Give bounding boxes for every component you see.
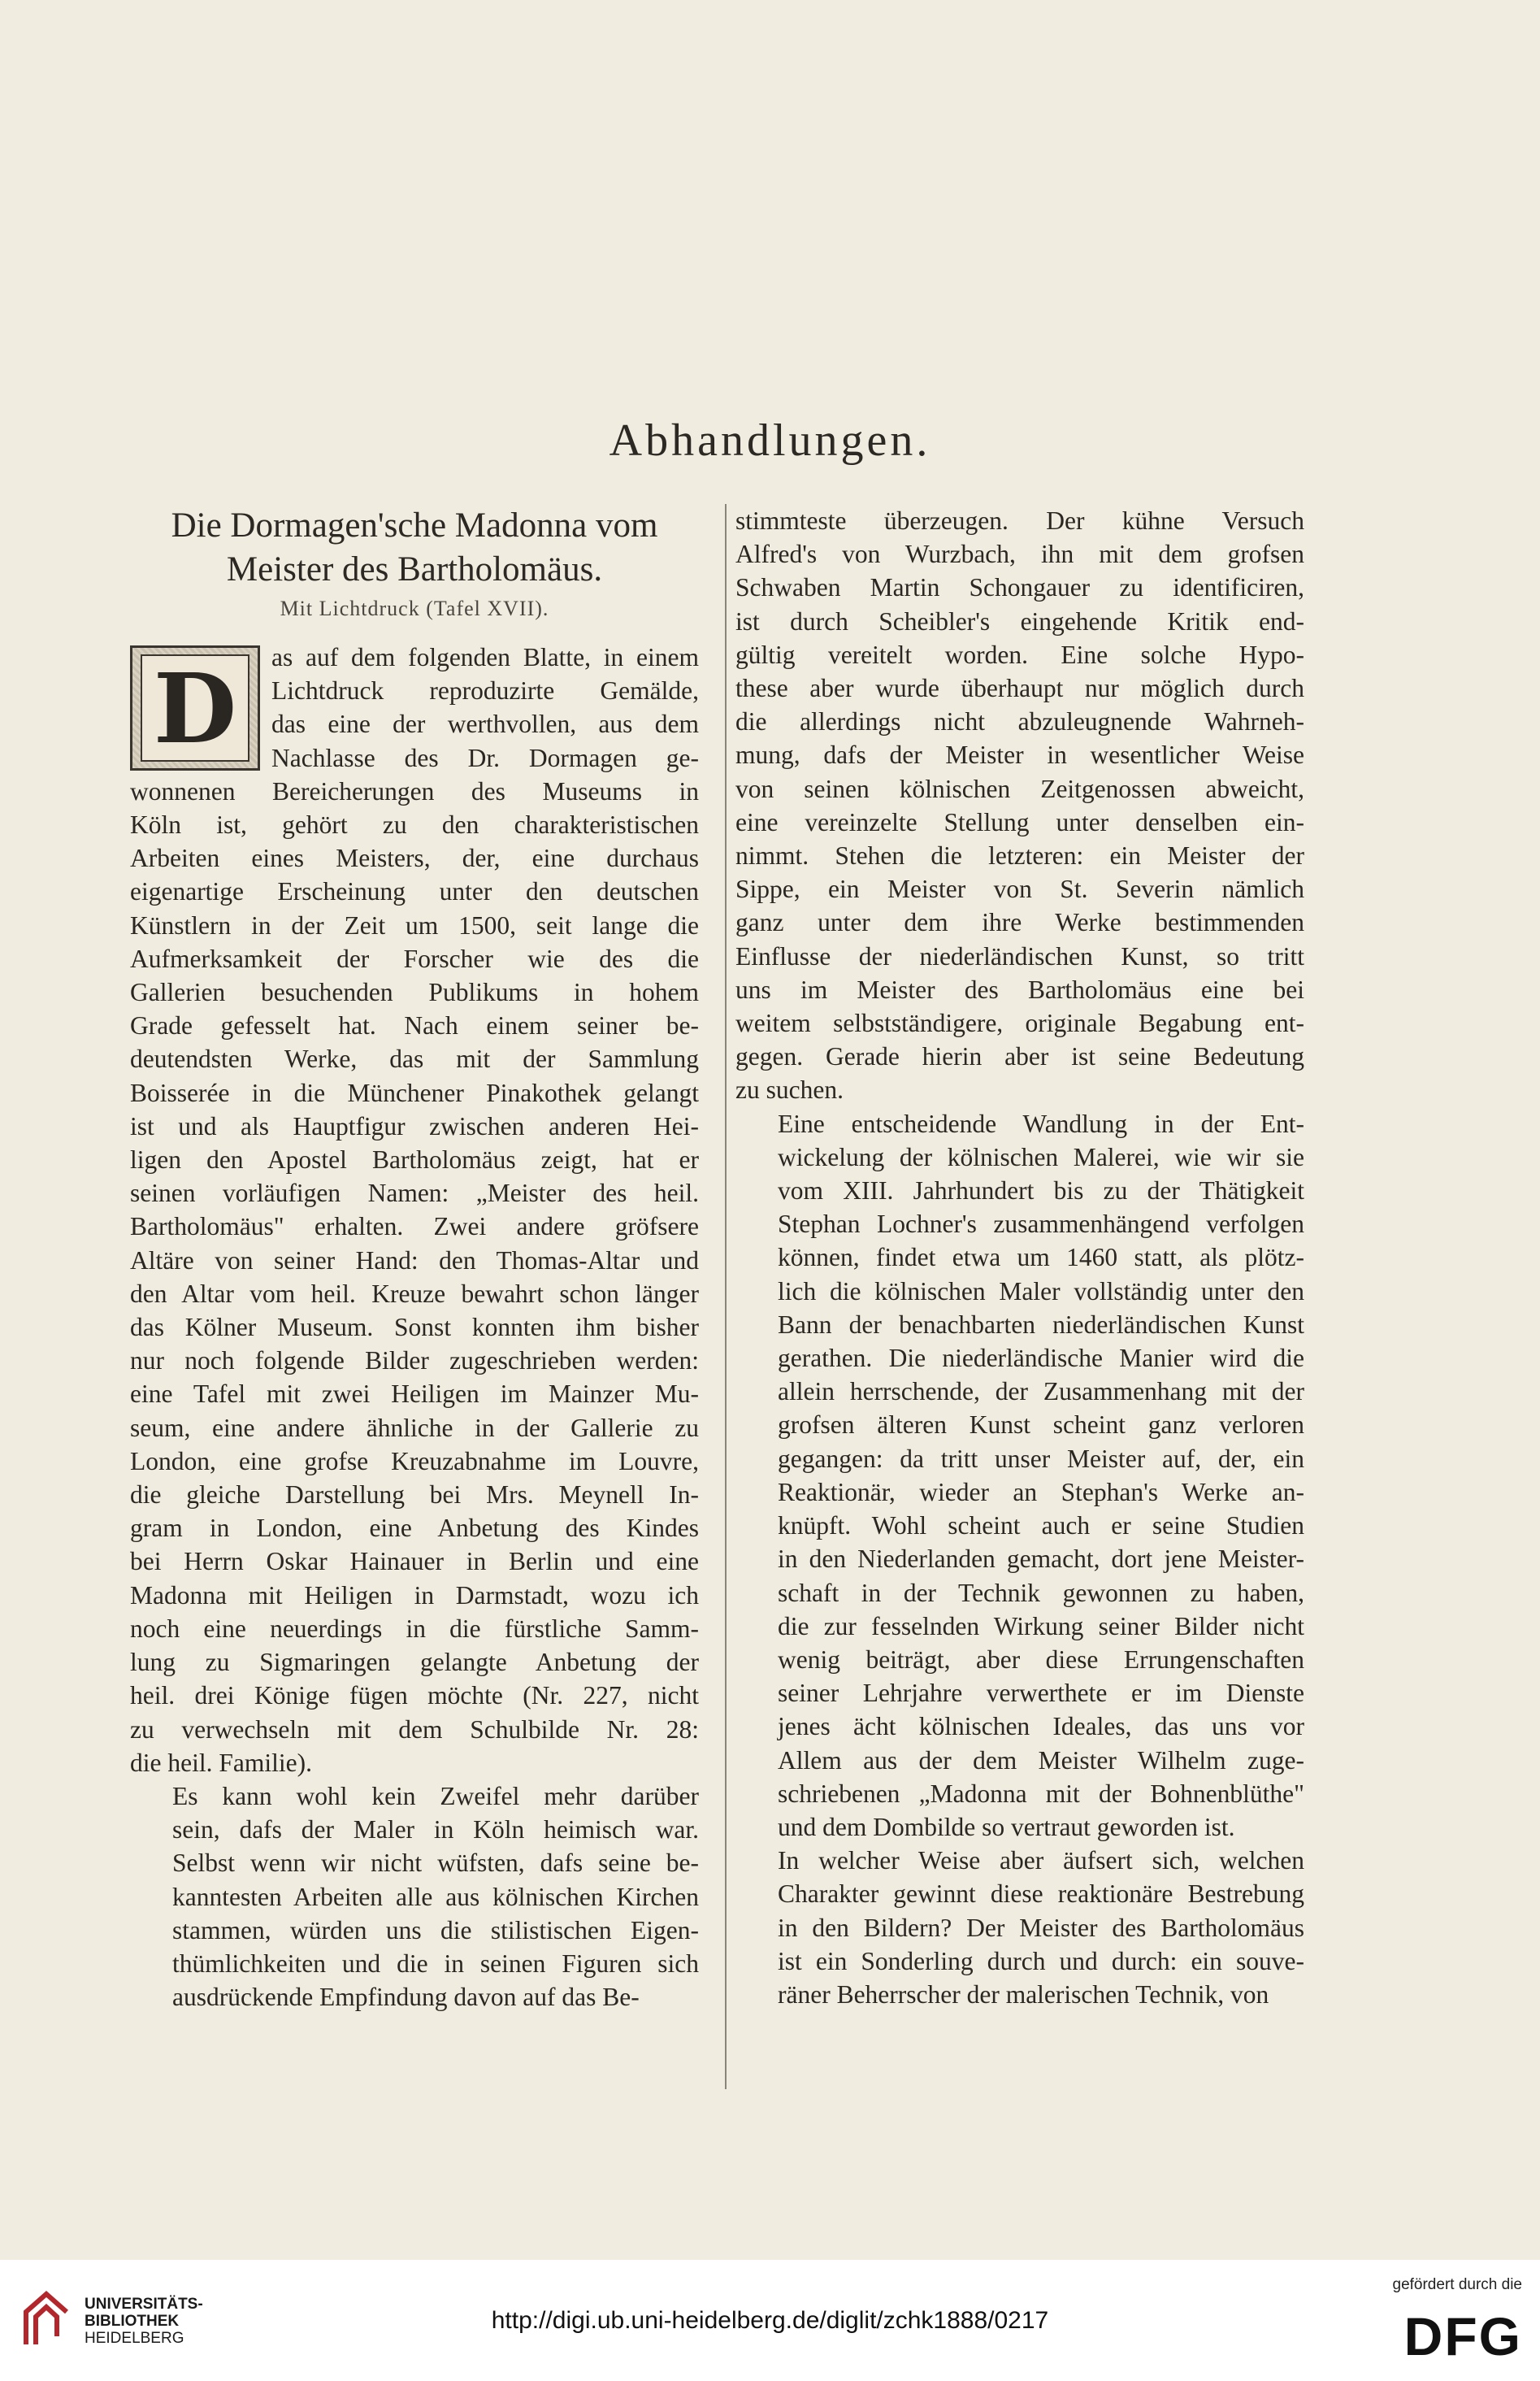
library-name-line-1: UNIVERSITÄTS- — [85, 2296, 203, 2313]
text-line: gegen. Gerade hierin aber ist seine Bedeutung — [735, 1042, 1304, 1071]
text-line: gültig vereitelt worden. Eine solche Hypo- — [735, 640, 1304, 669]
opening-paragraph — [130, 641, 699, 1779]
right-para-1 — [735, 504, 1304, 1107]
text-line: von seinen kölnischen Zeitgenossen abweicht, — [735, 774, 1304, 803]
text-line: allein herrschende, der Zusammenhang mit der — [778, 1377, 1304, 1406]
text-line: ganz unter dem ihre Werke bestimmenden — [735, 908, 1304, 937]
text-line: jenes ächt kölnischen Ideales, das uns vor — [778, 1712, 1304, 1741]
library-name-line-3: HEIDELBERG — [85, 2330, 184, 2347]
left-para-1 — [130, 641, 699, 1779]
text-line: vom XIII. Jahrhundert bis zu der Thätigkeit — [778, 1176, 1304, 1206]
text-line: stimmteste überzeugen. Der kühne Versuch — [735, 506, 1304, 535]
text-line: nur noch folgende Bilder zugeschrieben werden: — [130, 1346, 699, 1375]
text-line: eine vereinzelte Stellung unter denselben ein- — [735, 807, 1304, 836]
dfg-logo: DFG — [1403, 2306, 1522, 2366]
text-line: In welcher Weise aber äufsert sich, welchen — [778, 1846, 1304, 1875]
section-title: Abhandlungen. — [609, 415, 931, 466]
text-line: Stephan Lochner's zusammenhängend verfolgen — [778, 1210, 1304, 1239]
text-line: kanntesten Arbeiten alle aus kölnischen Kirchen — [172, 1882, 699, 1911]
text-line: Nachlasse des Dr. Dormagen ge- — [271, 743, 699, 772]
text-line: Bartholomäus" erhalten. Zwei andere gröfsere — [130, 1212, 699, 1241]
text-line: Einflusse der niederländischen Kunst, so tritt — [735, 941, 1304, 971]
drop-cap-initial — [130, 645, 260, 771]
text-line: Sippe, ein Meister von St. Severin nämlich — [735, 875, 1304, 904]
text-line: Gallerien besuchenden Publikums in hohem — [130, 978, 699, 1007]
text-line: Künstlern in der Zeit um 1500, seit lange die — [130, 910, 699, 940]
right-para-3 — [735, 1844, 1304, 2011]
text-line: ist ein Sonderling durch und durch: ein souve- — [778, 1946, 1304, 1975]
text-line: Altäre von seiner Hand: den Thomas-Altar und — [130, 1245, 699, 1275]
text-line: die gleiche Darstellung bei Mrs. Meynell In- — [130, 1480, 699, 1510]
text-line: weitem selbstständigere, originale Begabung ent- — [735, 1009, 1304, 1038]
text-line: Selbst wenn wir nicht wüfsten, dafs seine be- — [172, 1849, 699, 1878]
right-column — [735, 504, 1304, 2011]
text-line: Es kann wohl kein Zweifel mehr darüber — [172, 1781, 699, 1810]
text-line: Lichtdruck reproduzirte Gemälde, — [271, 676, 699, 706]
column-divider — [725, 504, 727, 2089]
text-line: wickelung der kölnischen Malerei, wie wir sie — [778, 1142, 1304, 1171]
right-para-2 — [735, 1107, 1304, 1844]
text-line: thümlichkeiten und die in seinen Figuren sich — [172, 1949, 699, 1978]
article-title-line-1: Die Dormagen'sche Madonna vom — [171, 506, 658, 545]
text-line: zu verwechseln mit dem Schulbilde Nr. 28: — [130, 1714, 699, 1744]
text-line: deutendsten Werke, das mit der Sammlung — [130, 1045, 699, 1074]
text-line: zu suchen. — [735, 1075, 844, 1105]
text-line: Schwaben Martin Schongauer zu identificiren, — [735, 573, 1304, 602]
text-line: den Altar vom heil. Kreuze bewahrt schon länger — [130, 1279, 699, 1308]
article-title — [130, 504, 699, 592]
text-line: stammen, würden uns die stilistischen Eigen- — [172, 1915, 699, 1944]
footer-bar — [0, 2260, 1540, 2381]
article-title-line-2: Meister des Bartholomäus. — [226, 550, 603, 589]
text-line: seum, eine andere ähnliche in der Gallerie zu — [130, 1413, 699, 1442]
text-line: Grade gefesselt hat. Nach einem seiner be- — [130, 1011, 699, 1041]
text-line: Bann der benachbarten niederländischen Kunst — [778, 1310, 1304, 1339]
text-line: Alfred's von Wurzbach, ihn mit dem grofsen — [735, 540, 1304, 569]
text-line: ligen den Apostel Bartholomäus zeigt, hat er — [130, 1145, 699, 1175]
text-line: Aufmerksamkeit der Forscher wie des die — [130, 944, 699, 973]
text-line: in den Bildern? Der Meister des Bartholomäus — [778, 1913, 1304, 1942]
text-line: Madonna mit Heiligen in Darmstadt, wozu ich — [130, 1580, 699, 1610]
text-line: nimmt. Stehen die letzteren: ein Meister der — [735, 841, 1304, 871]
article-subtitle: Mit Lichtdruck (Tafel XVII). — [280, 597, 549, 620]
text-line: as auf dem folgenden Blatte, in einem — [271, 643, 699, 671]
text-line: Eine entscheidende Wandlung in der Ent- — [778, 1109, 1304, 1138]
text-line: das Kölner Museum. Sonst konnten ihm bisher — [130, 1313, 699, 1342]
text-line: und dem Dombilde so vertraut geworden ist. — [778, 1812, 1235, 1841]
text-line: ist und als Hauptfigur zwischen anderen Hei- — [130, 1111, 699, 1141]
text-line: lich die kölnischen Maler vollständig unter den — [778, 1276, 1304, 1306]
text-line: die allerdings nicht abzuleugnende Wahrneh- — [735, 707, 1304, 736]
permalink-url[interactable]: http://digi.ub.uni-heidelberg.de/diglit/zchk1888/0217 — [491, 2307, 1049, 2334]
text-line: die zur fesselnden Wirkung seiner Bilder nicht — [778, 1611, 1304, 1640]
text-line: in den Niederlanden gemacht, dort jene Meister- — [778, 1545, 1304, 1574]
text-line: schaft in der Technik gewonnen zu haben, — [778, 1578, 1304, 1607]
library-name-line-2: BIBLIOTHEK — [85, 2313, 180, 2330]
text-line: schriebenen „Madonna mit der Bohnenblüthe" — [778, 1779, 1304, 1808]
text-line: Köln ist, gehört zu den charakteristischen — [130, 810, 699, 840]
left-para-2 — [130, 1779, 699, 2014]
text-line: das eine der werthvollen, aus dem — [271, 710, 699, 739]
text-line: eine Tafel mit zwei Heiligen im Mainzer Mu- — [130, 1380, 699, 1409]
text-line: Allem aus der dem Meister Wilhelm zuge- — [778, 1745, 1304, 1775]
text-line: seiner Lehrjahre verwerthete er im Dienste — [778, 1679, 1304, 1708]
text-line: heil. drei Könige fügen möchte (Nr. 227, nicht — [130, 1681, 699, 1710]
text-line: die heil. Familie). — [130, 1748, 312, 1777]
text-line: seinen vorläufigen Namen: „Meister des heil. — [130, 1179, 699, 1208]
text-line: wenig beiträgt, aber diese Errungenschaften — [778, 1645, 1304, 1674]
text-line: noch eine neuerdings in die fürstliche Samm- — [130, 1614, 699, 1643]
text-line: wonnenen Bereicherungen des Museums in — [130, 776, 699, 806]
text-line: räner Beherrscher der malerischen Technik, von — [778, 1979, 1269, 2009]
text-line: können, findet etwa um 1460 statt, als plötz- — [778, 1243, 1304, 1272]
text-line: lung zu Sigmaringen gelangte Anbetung der — [130, 1648, 699, 1677]
text-line: London, eine grofse Kreuzabnahme im Louvre, — [130, 1446, 699, 1475]
text-line: grofsen älteren Kunst scheint ganz verloren — [778, 1410, 1304, 1440]
text-line: uns im Meister des Bartholomäus eine bei — [735, 975, 1304, 1004]
text-line: Reaktionär, wieder an Stephan's Werke an- — [778, 1477, 1304, 1506]
text-line: ausdrückende Empfindung davon auf das Be- — [172, 1983, 640, 2012]
text-line: bei Herrn Oskar Hainauer in Berlin und eine — [130, 1547, 699, 1576]
left-column — [130, 504, 699, 2014]
drop-cap-letter: D — [141, 654, 249, 762]
text-line: mung, dafs der Meister in wesentlicher Weise — [735, 741, 1304, 770]
text-line: Arbeiten eines Meisters, der, eine durchaus — [130, 844, 699, 873]
text-line: Boisserée in die Münchener Pinakothek gelangt — [130, 1078, 699, 1107]
text-line: Charakter gewinnt diese reaktionäre Bestrebung — [778, 1879, 1304, 1909]
sponsor-caption: gefördert durch die — [1392, 2276, 1522, 2293]
text-line: these aber wurde überhaupt nur möglich durch — [735, 674, 1304, 703]
text-line: eigenartige Erscheinung unter den deutschen — [130, 877, 699, 906]
text-line: gegangen: da tritt unser Meister auf, der, ein — [778, 1444, 1304, 1473]
text-line: sein, dafs der Maler in Köln heimisch war. — [172, 1815, 699, 1844]
text-line: ist durch Scheibler's eingehende Kritik end- — [735, 606, 1304, 636]
text-line: gerathen. Die niederländische Manier wird die — [778, 1344, 1304, 1373]
text-line: knüpft. Wohl scheint auch er seine Studien — [778, 1511, 1304, 1540]
text-line: gram in London, eine Anbetung des Kindes — [130, 1514, 699, 1543]
